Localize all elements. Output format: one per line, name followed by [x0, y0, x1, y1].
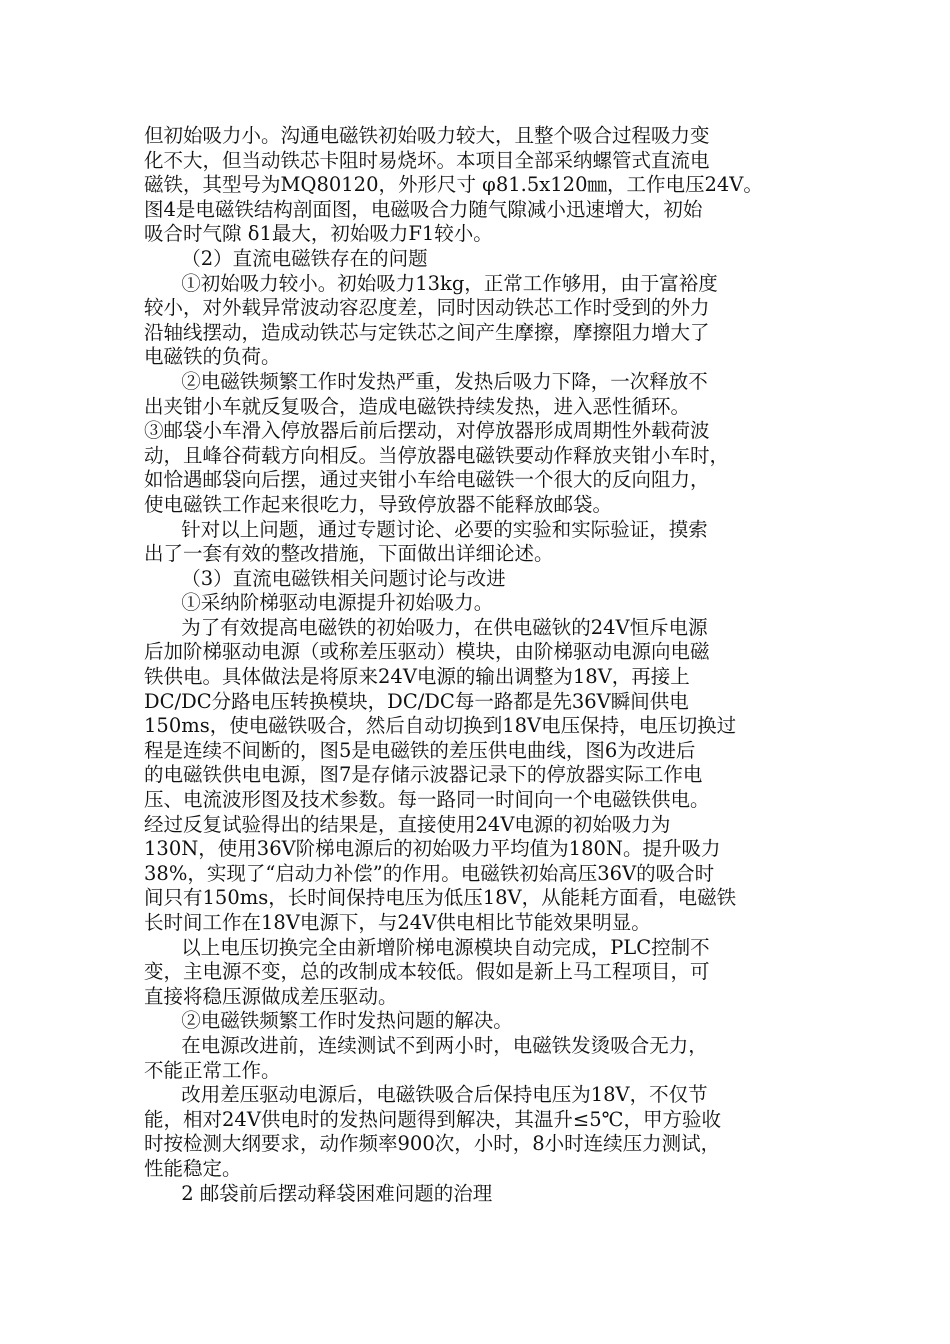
subsection-heading: ①采纳阶梯驱动电源提升初始吸力。: [144, 591, 494, 615]
text-line: 时按检测大纲要求，动作频率900次，小时，8小时连续压力测试，: [144, 1132, 721, 1156]
text-line: ②电磁铁频繁工作时发热严重，发热后吸力下降，一次释放不: [144, 369, 708, 393]
text-line: 动，且峰谷荷载方向相反。当停放器电磁铁要动作释放夹钳小车时，: [144, 443, 730, 467]
text-line: 电磁铁的负荷。: [144, 345, 281, 369]
text-line: 150ms，使电磁铁吸合，然后自动切换到18V电压保持，电压切换过: [144, 714, 737, 738]
text-line: 38%，实现了“启动力补偿”的作用。电磁铁初始高压36V的吸合时: [144, 861, 715, 885]
text-line: ③邮袋小车滑入停放器后前后摆动，对停放器形成周期性外载荷波: [144, 419, 710, 443]
text-line: 吸合时气隙 δ1最大，初始吸力F1较小。: [144, 222, 493, 246]
text-line: 改用差压驱动电源后，电磁铁吸合后保持电压为18V，不仅节: [144, 1083, 708, 1107]
document-body: [144, 124, 824, 1206]
text-line: 使电磁铁工作起来很吃力，导致停放器不能释放邮袋。: [144, 492, 613, 516]
text-line: 的电磁铁供电电源，图7是存储示波器记录下的停放器实际工作电: [144, 763, 703, 787]
text-line: 直接将稳压源做成差压驱动。: [144, 984, 398, 1008]
text-line: 经过反复试验得出的结果是，直接使用24V电源的初始吸力为: [144, 812, 671, 836]
text-line: 出了一套有效的整改措施，下面做出详细论述。: [144, 542, 554, 566]
text-line: 变，主电源不变，总的改制成本较低。假如是新上马工程项目，可: [144, 960, 710, 984]
text-line: 压、电流波形图及技术参数。每一路同一时间向一个电磁铁供电。: [144, 788, 710, 812]
text-line: 130N，使用36V阶梯电源后的初始吸力平均值为180N。提升吸力: [144, 837, 721, 861]
text-line: 为了有效提高电磁铁的初始吸力，在供电磁钬的24V恒斥电源: [144, 615, 708, 639]
section-heading: （2）直流电磁铁存在的问题: [144, 246, 428, 270]
text-line: DC/DC分路电压转换模块，DC/DC每一路都是先36V瞬间供电: [144, 689, 689, 713]
text-line: 程是连续不间断的，图5是电磁铁的差压供电曲线，图6为改进后: [144, 738, 696, 762]
text-line: 铁供电。具体做法是将原来24V电源的输出调整为18V，再接上: [144, 665, 690, 689]
text-line: 后加阶梯驱动电源（或称差压驱动）模块，由阶梯驱动电源向电磁: [144, 640, 710, 664]
text-line: 性能稳定。: [144, 1156, 242, 1180]
text-line: 较小，对外载异常波动容忍度差，同时因动铁芯工作时受到的外力: [144, 296, 710, 320]
text-line: 磁铁，其型号为MQ80120，外形尺寸 φ81.5x120㎜，工作电压24V。: [144, 173, 763, 197]
text-line: 间只有150ms，长时间保持电压为低压18V，从能耗方面看，电磁铁: [144, 886, 737, 910]
text-line: 能，相对24V供电时的发热问题得到解决，其温升≤5℃，甲方验收: [144, 1107, 721, 1131]
text-line: ①初始吸力较小。初始吸力13kg，正常工作够用，由于富裕度: [144, 271, 718, 295]
text-line: 以上电压切换完全由新增阶梯电源模块自动完成，PLC控制不: [144, 935, 710, 959]
text-line: 图4是电磁铁结构剖面图，电磁吸合力随气隙减小迅速增大，初始: [144, 197, 703, 221]
section-heading: 2 邮袋前后摆动释袋困难问题的治理: [144, 1181, 493, 1205]
subsection-heading: ②电磁铁频繁工作时发热问题的解决。: [144, 1009, 513, 1033]
section-heading: （3）直流电磁铁相关问题讨论与改进: [144, 566, 506, 590]
text-line: 不能正常工作。: [144, 1058, 281, 1082]
text-line: 沿轴线摆动，造成动铁芯与定铁芯之间产生摩擦，摩擦阻力增大了: [144, 320, 710, 344]
text-line: 在电源改进前，连续测试不到两小时，电磁铁发烫吸合无力，: [144, 1033, 708, 1057]
text-line: 化不大，但当动铁芯卡阻时易烧坏。本项目全部采纳螺管式直流电: [144, 148, 710, 172]
text-line: 出夹钳小车就反复吸合，造成电磁铁持续发热，进入恶性循环。: [144, 394, 691, 418]
text-line: 但初始吸力小。沟通电磁铁初始吸力较大，且整个吸合过程吸力变: [144, 124, 710, 147]
text-line: 如恰遇邮袋向后摆，通过夹钳小车给电磁铁一个很大的反向阻力，: [144, 468, 710, 492]
text-line: 长时间工作在18V电源下，与24V供电相比节能效果明显。: [144, 911, 651, 934]
text-line: 针对以上问题，通过专题讨论、必要的实验和实际验证，摸索: [144, 517, 708, 541]
